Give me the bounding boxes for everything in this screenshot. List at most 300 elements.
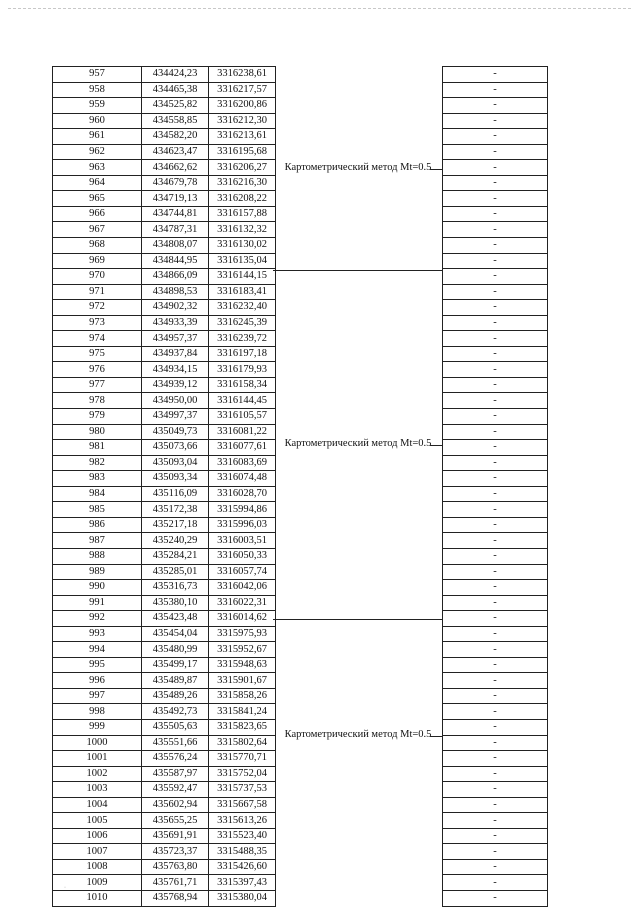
point-number-cell: 981 bbox=[53, 440, 142, 456]
table-row bbox=[53, 206, 276, 222]
note-cell: - bbox=[443, 502, 548, 518]
note-cell: - bbox=[443, 377, 548, 393]
x-coordinate-cell: 434424,23 bbox=[142, 67, 209, 83]
y-coordinate-cell: 3316213,61 bbox=[209, 129, 276, 145]
x-coordinate-cell: 435691,91 bbox=[142, 828, 209, 844]
x-coordinate-cell: 434465,38 bbox=[142, 82, 209, 98]
point-number-cell: 974 bbox=[53, 331, 142, 347]
table-row bbox=[53, 564, 276, 580]
table-row bbox=[443, 828, 548, 844]
point-number-cell: 993 bbox=[53, 626, 142, 642]
y-coordinate-cell: 3315523,40 bbox=[209, 828, 276, 844]
table-row bbox=[443, 766, 548, 782]
note-cell: - bbox=[443, 751, 548, 767]
table-row bbox=[443, 844, 548, 860]
table-row bbox=[443, 191, 548, 207]
table-row bbox=[53, 331, 276, 347]
group-separator-line bbox=[273, 270, 442, 271]
point-number-cell: 1003 bbox=[53, 782, 142, 798]
note-cell: - bbox=[443, 206, 548, 222]
x-coordinate-cell: 435505,63 bbox=[142, 719, 209, 735]
point-number-cell: 1007 bbox=[53, 844, 142, 860]
table-row bbox=[443, 82, 548, 98]
y-coordinate-cell: 3316077,61 bbox=[209, 440, 276, 456]
y-coordinate-cell: 3316057,74 bbox=[209, 564, 276, 580]
point-number-cell: 1005 bbox=[53, 813, 142, 829]
table-row bbox=[443, 517, 548, 533]
note-cell: - bbox=[443, 735, 548, 751]
y-coordinate-cell: 3315770,71 bbox=[209, 751, 276, 767]
y-coordinate-cell: 3315975,93 bbox=[209, 626, 276, 642]
x-coordinate-cell: 435217,18 bbox=[142, 517, 209, 533]
x-coordinate-cell: 434866,09 bbox=[142, 269, 209, 285]
table-row bbox=[53, 486, 276, 502]
note-cell: - bbox=[443, 766, 548, 782]
y-coordinate-cell: 3316157,88 bbox=[209, 206, 276, 222]
table-row bbox=[53, 253, 276, 269]
note-cell: - bbox=[443, 238, 548, 254]
x-coordinate-cell: 435602,94 bbox=[142, 797, 209, 813]
table-row bbox=[443, 751, 548, 767]
table-row bbox=[443, 548, 548, 564]
x-coordinate-cell: 435172,38 bbox=[142, 502, 209, 518]
table-row bbox=[53, 611, 276, 627]
point-number-cell: 992 bbox=[53, 611, 142, 627]
x-coordinate-cell: 435592,47 bbox=[142, 782, 209, 798]
table-row bbox=[443, 673, 548, 689]
table-row bbox=[443, 331, 548, 347]
table-row bbox=[443, 642, 548, 658]
x-coordinate-cell: 434934,15 bbox=[142, 362, 209, 378]
table-row bbox=[53, 533, 276, 549]
point-number-cell: 1001 bbox=[53, 751, 142, 767]
table-row bbox=[443, 175, 548, 191]
point-number-cell: 990 bbox=[53, 580, 142, 596]
x-coordinate-cell: 434950,00 bbox=[142, 393, 209, 409]
point-number-cell: 979 bbox=[53, 409, 142, 425]
x-coordinate-cell: 434808,07 bbox=[142, 238, 209, 254]
y-coordinate-cell: 3316179,93 bbox=[209, 362, 276, 378]
note-cell: - bbox=[443, 580, 548, 596]
table-row bbox=[53, 455, 276, 471]
x-coordinate-cell: 434902,32 bbox=[142, 300, 209, 316]
note-cell: - bbox=[443, 782, 548, 798]
y-coordinate-cell: 3316208,22 bbox=[209, 191, 276, 207]
y-coordinate-cell: 3316003,51 bbox=[209, 533, 276, 549]
x-coordinate-cell: 435380,10 bbox=[142, 595, 209, 611]
x-coordinate-cell: 434898,53 bbox=[142, 284, 209, 300]
table-row bbox=[53, 409, 276, 425]
x-coordinate-cell: 434933,39 bbox=[142, 315, 209, 331]
note-cell: - bbox=[443, 704, 548, 720]
y-coordinate-cell: 3315996,03 bbox=[209, 517, 276, 533]
table-row bbox=[53, 393, 276, 409]
table-row bbox=[443, 377, 548, 393]
point-number-cell: 972 bbox=[53, 300, 142, 316]
table-row bbox=[443, 315, 548, 331]
table-row bbox=[53, 82, 276, 98]
note-cell: - bbox=[443, 82, 548, 98]
point-number-cell: 989 bbox=[53, 564, 142, 580]
table-row bbox=[443, 704, 548, 720]
table-row bbox=[443, 362, 548, 378]
table-row bbox=[443, 797, 548, 813]
point-number-cell: 999 bbox=[53, 719, 142, 735]
note-cell: - bbox=[443, 362, 548, 378]
note-cell: - bbox=[443, 595, 548, 611]
table-row bbox=[443, 735, 548, 751]
y-coordinate-cell: 3315841,24 bbox=[209, 704, 276, 720]
point-number-cell: 973 bbox=[53, 315, 142, 331]
y-coordinate-cell: 3315397,43 bbox=[209, 875, 276, 891]
table-row bbox=[53, 626, 276, 642]
table-row bbox=[53, 362, 276, 378]
table-row bbox=[53, 113, 276, 129]
y-coordinate-cell: 3316042,06 bbox=[209, 580, 276, 596]
note-cell: - bbox=[443, 409, 548, 425]
method-label-leader-line bbox=[430, 169, 442, 170]
x-coordinate-cell: 435763,80 bbox=[142, 859, 209, 875]
table-row bbox=[443, 222, 548, 238]
table-row bbox=[53, 844, 276, 860]
x-coordinate-cell: 434939,12 bbox=[142, 377, 209, 393]
note-cell: - bbox=[443, 533, 548, 549]
table-row bbox=[53, 719, 276, 735]
point-number-cell: 971 bbox=[53, 284, 142, 300]
note-cell: - bbox=[443, 828, 548, 844]
table-row bbox=[53, 859, 276, 875]
y-coordinate-cell: 3316135,04 bbox=[209, 253, 276, 269]
y-coordinate-cell: 3316217,57 bbox=[209, 82, 276, 98]
point-number-cell: 966 bbox=[53, 206, 142, 222]
table-row bbox=[53, 735, 276, 751]
y-coordinate-cell: 3316200,86 bbox=[209, 98, 276, 114]
point-number-cell: 1009 bbox=[53, 875, 142, 891]
y-coordinate-cell: 3316197,18 bbox=[209, 346, 276, 362]
x-coordinate-cell: 435049,73 bbox=[142, 424, 209, 440]
point-number-cell: 995 bbox=[53, 657, 142, 673]
note-cell: - bbox=[443, 548, 548, 564]
y-coordinate-cell: 3316239,72 bbox=[209, 331, 276, 347]
point-number-cell: 961 bbox=[53, 129, 142, 145]
table-row bbox=[443, 113, 548, 129]
point-number-cell: 970 bbox=[53, 269, 142, 285]
table-row bbox=[443, 813, 548, 829]
note-cell: - bbox=[443, 346, 548, 362]
y-coordinate-cell: 3315858,26 bbox=[209, 688, 276, 704]
point-number-cell: 1000 bbox=[53, 735, 142, 751]
point-number-cell: 978 bbox=[53, 393, 142, 409]
y-coordinate-cell: 3315752,04 bbox=[209, 766, 276, 782]
y-coordinate-cell: 3315488,35 bbox=[209, 844, 276, 860]
y-coordinate-cell: 3315994,86 bbox=[209, 502, 276, 518]
x-coordinate-cell: 435655,25 bbox=[142, 813, 209, 829]
note-cell: - bbox=[443, 113, 548, 129]
x-coordinate-cell: 435768,94 bbox=[142, 890, 209, 906]
point-number-cell: 963 bbox=[53, 160, 142, 176]
table-row bbox=[53, 751, 276, 767]
point-number-cell: 975 bbox=[53, 346, 142, 362]
table-row bbox=[53, 67, 276, 83]
table-row bbox=[53, 688, 276, 704]
table-row bbox=[53, 315, 276, 331]
x-coordinate-cell: 435576,24 bbox=[142, 751, 209, 767]
table-row bbox=[53, 673, 276, 689]
point-number-cell: 959 bbox=[53, 98, 142, 114]
table-row bbox=[53, 828, 276, 844]
note-cell: - bbox=[443, 160, 548, 176]
point-number-cell: 965 bbox=[53, 191, 142, 207]
note-cell: - bbox=[443, 455, 548, 471]
x-coordinate-cell: 435093,34 bbox=[142, 471, 209, 487]
x-coordinate-cell: 435285,01 bbox=[142, 564, 209, 580]
x-coordinate-cell: 435093,04 bbox=[142, 455, 209, 471]
note-cell: - bbox=[443, 657, 548, 673]
coordinates-table-body bbox=[53, 67, 276, 907]
scan-mark: · bbox=[64, 885, 66, 891]
table-row bbox=[443, 144, 548, 160]
x-coordinate-cell: 434662,62 bbox=[142, 160, 209, 176]
x-coordinate-cell: 435284,21 bbox=[142, 548, 209, 564]
point-number-cell: 958 bbox=[53, 82, 142, 98]
table-row bbox=[443, 206, 548, 222]
table-row bbox=[53, 502, 276, 518]
x-coordinate-cell: 435499,17 bbox=[142, 657, 209, 673]
table-row bbox=[53, 175, 276, 191]
note-cell: - bbox=[443, 253, 548, 269]
y-coordinate-cell: 3316014,62 bbox=[209, 611, 276, 627]
table-row bbox=[443, 284, 548, 300]
note-cell: - bbox=[443, 284, 548, 300]
group-separator-line bbox=[273, 619, 442, 620]
note-cell: - bbox=[443, 222, 548, 238]
y-coordinate-cell: 3316132,32 bbox=[209, 222, 276, 238]
table-row bbox=[443, 595, 548, 611]
point-number-cell: 988 bbox=[53, 548, 142, 564]
x-coordinate-cell: 434719,13 bbox=[142, 191, 209, 207]
x-coordinate-cell: 434525,82 bbox=[142, 98, 209, 114]
point-number-cell: 977 bbox=[53, 377, 142, 393]
table-row bbox=[53, 377, 276, 393]
table-row bbox=[53, 890, 276, 906]
note-cell: - bbox=[443, 890, 548, 906]
x-coordinate-cell: 435480,99 bbox=[142, 642, 209, 658]
y-coordinate-cell: 3315823,65 bbox=[209, 719, 276, 735]
table-row bbox=[443, 875, 548, 891]
y-coordinate-cell: 3316028,70 bbox=[209, 486, 276, 502]
table-row bbox=[443, 580, 548, 596]
table-row bbox=[443, 253, 548, 269]
point-number-cell: 957 bbox=[53, 67, 142, 83]
table-row bbox=[443, 440, 548, 456]
x-coordinate-cell: 434937,84 bbox=[142, 346, 209, 362]
table-row bbox=[53, 191, 276, 207]
y-coordinate-cell: 3315948,63 bbox=[209, 657, 276, 673]
table-row bbox=[443, 657, 548, 673]
note-cell: - bbox=[443, 486, 548, 502]
y-coordinate-cell: 3316130,02 bbox=[209, 238, 276, 254]
point-number-cell: 998 bbox=[53, 704, 142, 720]
x-coordinate-cell: 435240,29 bbox=[142, 533, 209, 549]
table-row bbox=[53, 269, 276, 285]
point-number-cell: 1010 bbox=[53, 890, 142, 906]
table-row bbox=[53, 580, 276, 596]
y-coordinate-cell: 3315380,04 bbox=[209, 890, 276, 906]
point-number-cell: 1008 bbox=[53, 859, 142, 875]
note-cell: - bbox=[443, 673, 548, 689]
table-row bbox=[443, 98, 548, 114]
note-cell: - bbox=[443, 129, 548, 145]
top-scan-line bbox=[8, 8, 631, 9]
note-cell: - bbox=[443, 517, 548, 533]
x-coordinate-cell: 434844,95 bbox=[142, 253, 209, 269]
table-row bbox=[443, 238, 548, 254]
y-coordinate-cell: 3316083,69 bbox=[209, 455, 276, 471]
point-number-cell: 987 bbox=[53, 533, 142, 549]
note-cell: - bbox=[443, 875, 548, 891]
table-row bbox=[53, 595, 276, 611]
point-number-cell: 962 bbox=[53, 144, 142, 160]
point-number-cell: 980 bbox=[53, 424, 142, 440]
method-label-leader-line bbox=[430, 736, 442, 737]
note-cell: - bbox=[443, 331, 548, 347]
note-cell: - bbox=[443, 797, 548, 813]
table-row bbox=[53, 238, 276, 254]
x-coordinate-cell: 435116,09 bbox=[142, 486, 209, 502]
y-coordinate-cell: 3316216,30 bbox=[209, 175, 276, 191]
note-cell: - bbox=[443, 424, 548, 440]
method-label-leader-line bbox=[430, 445, 442, 446]
y-coordinate-cell: 3316158,34 bbox=[209, 377, 276, 393]
y-coordinate-cell: 3316050,33 bbox=[209, 548, 276, 564]
method-label: Картометрический метод Mt=0.5 bbox=[284, 161, 432, 173]
table-row bbox=[443, 393, 548, 409]
table-row bbox=[443, 533, 548, 549]
table-row bbox=[443, 626, 548, 642]
table-row bbox=[53, 797, 276, 813]
table-row bbox=[443, 486, 548, 502]
note-cell: - bbox=[443, 144, 548, 160]
note-cell: - bbox=[443, 859, 548, 875]
point-number-cell: 997 bbox=[53, 688, 142, 704]
table-row bbox=[53, 657, 276, 673]
table-row bbox=[443, 67, 548, 83]
table-row bbox=[443, 346, 548, 362]
point-number-cell: 967 bbox=[53, 222, 142, 238]
note-cell: - bbox=[443, 67, 548, 83]
x-coordinate-cell: 434623,47 bbox=[142, 144, 209, 160]
point-number-cell: 960 bbox=[53, 113, 142, 129]
table-row bbox=[53, 424, 276, 440]
x-coordinate-cell: 434582,20 bbox=[142, 129, 209, 145]
point-number-cell: 969 bbox=[53, 253, 142, 269]
x-coordinate-cell: 434558,85 bbox=[142, 113, 209, 129]
x-coordinate-cell: 435492,73 bbox=[142, 704, 209, 720]
table-row bbox=[53, 875, 276, 891]
note-cell: - bbox=[443, 315, 548, 331]
y-coordinate-cell: 3316212,30 bbox=[209, 113, 276, 129]
table-row bbox=[443, 611, 548, 627]
x-coordinate-cell: 435454,04 bbox=[142, 626, 209, 642]
table-row bbox=[53, 766, 276, 782]
table-row bbox=[53, 300, 276, 316]
note-cell: - bbox=[443, 564, 548, 580]
y-coordinate-cell: 3315952,67 bbox=[209, 642, 276, 658]
table-row bbox=[443, 502, 548, 518]
note-cell: - bbox=[443, 642, 548, 658]
table-row bbox=[53, 284, 276, 300]
table-row bbox=[53, 222, 276, 238]
coordinates-table bbox=[52, 66, 276, 907]
y-coordinate-cell: 3316232,40 bbox=[209, 300, 276, 316]
note-cell: - bbox=[443, 719, 548, 735]
y-coordinate-cell: 3316105,57 bbox=[209, 409, 276, 425]
y-coordinate-cell: 3316144,45 bbox=[209, 393, 276, 409]
y-coordinate-cell: 3316022,31 bbox=[209, 595, 276, 611]
table-row bbox=[53, 129, 276, 145]
table-row bbox=[443, 890, 548, 906]
x-coordinate-cell: 435723,37 bbox=[142, 844, 209, 860]
y-coordinate-cell: 3315426,60 bbox=[209, 859, 276, 875]
x-coordinate-cell: 435587,97 bbox=[142, 766, 209, 782]
table-row bbox=[443, 782, 548, 798]
y-coordinate-cell: 3315613,26 bbox=[209, 813, 276, 829]
point-number-cell: 982 bbox=[53, 455, 142, 471]
table-row bbox=[53, 440, 276, 456]
table-row bbox=[53, 548, 276, 564]
table-row bbox=[53, 346, 276, 362]
point-number-cell: 1004 bbox=[53, 797, 142, 813]
note-cell: - bbox=[443, 175, 548, 191]
table-row bbox=[443, 471, 548, 487]
point-number-cell: 996 bbox=[53, 673, 142, 689]
y-coordinate-cell: 3315802,64 bbox=[209, 735, 276, 751]
y-coordinate-cell: 3316081,22 bbox=[209, 424, 276, 440]
point-number-cell: 985 bbox=[53, 502, 142, 518]
table-row bbox=[443, 688, 548, 704]
table-row bbox=[443, 409, 548, 425]
y-coordinate-cell: 3316245,39 bbox=[209, 315, 276, 331]
y-coordinate-cell: 3316206,27 bbox=[209, 160, 276, 176]
x-coordinate-cell: 434787,31 bbox=[142, 222, 209, 238]
point-number-cell: 984 bbox=[53, 486, 142, 502]
notes-column-body bbox=[443, 67, 548, 907]
note-cell: - bbox=[443, 471, 548, 487]
x-coordinate-cell: 434997,37 bbox=[142, 409, 209, 425]
y-coordinate-cell: 3316183,41 bbox=[209, 284, 276, 300]
x-coordinate-cell: 434957,37 bbox=[142, 331, 209, 347]
method-label: Картометрический метод Mt=0.5 bbox=[284, 438, 432, 450]
x-coordinate-cell: 435551,66 bbox=[142, 735, 209, 751]
x-coordinate-cell: 434744,81 bbox=[142, 206, 209, 222]
note-cell: - bbox=[443, 844, 548, 860]
table-row bbox=[53, 642, 276, 658]
y-coordinate-cell: 3315667,58 bbox=[209, 797, 276, 813]
table-row bbox=[443, 129, 548, 145]
note-cell: - bbox=[443, 626, 548, 642]
x-coordinate-cell: 435316,73 bbox=[142, 580, 209, 596]
note-cell: - bbox=[443, 813, 548, 829]
note-cell: - bbox=[443, 300, 548, 316]
table-row bbox=[53, 517, 276, 533]
y-coordinate-cell: 3316144,15 bbox=[209, 269, 276, 285]
table-row bbox=[53, 813, 276, 829]
table-row bbox=[53, 471, 276, 487]
table-row bbox=[53, 98, 276, 114]
point-number-cell: 968 bbox=[53, 238, 142, 254]
x-coordinate-cell: 435489,26 bbox=[142, 688, 209, 704]
note-cell: - bbox=[443, 269, 548, 285]
